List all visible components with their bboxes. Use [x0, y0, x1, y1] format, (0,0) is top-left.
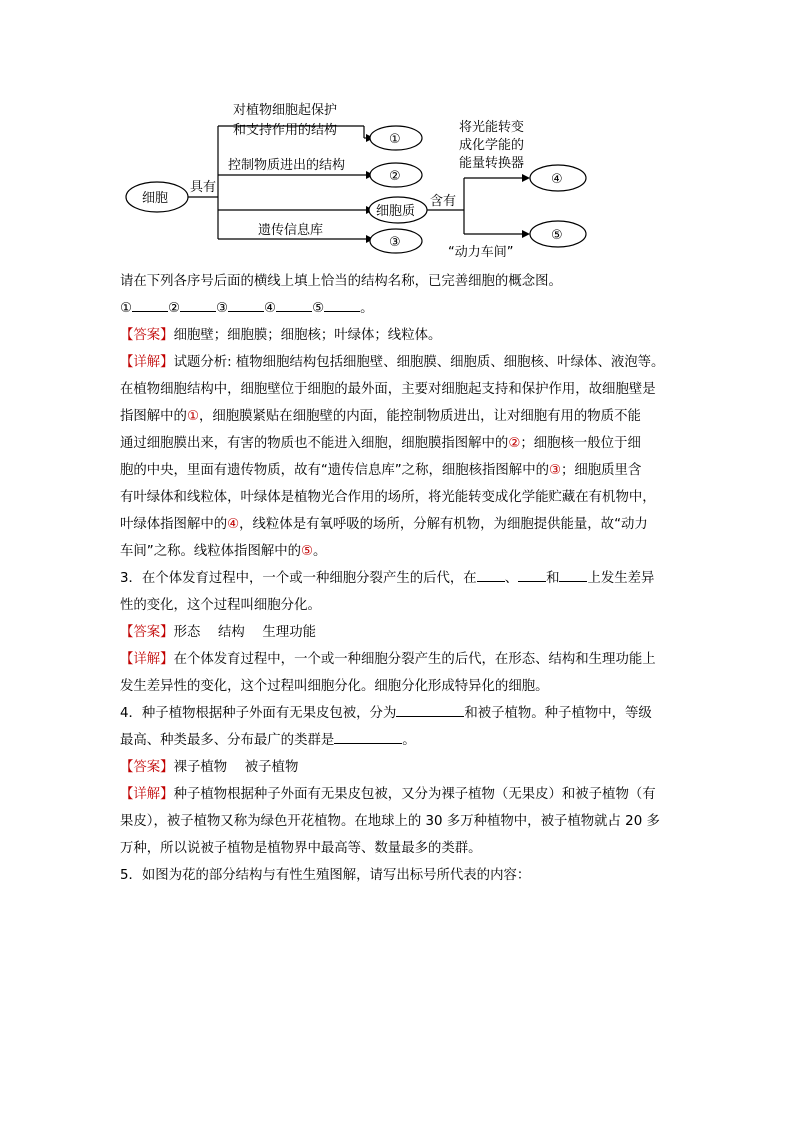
- detail-text: ；细胞核一般位于细: [520, 436, 641, 451]
- q4-blank-1[interactable]: [396, 702, 464, 717]
- q3-answer: [120, 619, 680, 646]
- blank-2[interactable]: [180, 297, 216, 312]
- detail-text: 胞的中央，里面有遗传物质，故有“遗传信息库”之称，细胞核指图解中的: [120, 463, 549, 478]
- answer-tag: 【答案】: [120, 625, 174, 640]
- detail-tag: 【详解】: [120, 787, 174, 802]
- detail-text: 叶绿体指图解中的: [120, 517, 228, 532]
- nucleus-label: 遗传信息库: [258, 223, 324, 238]
- blank-5-label: ⑤: [312, 301, 325, 316]
- node-5-label: ⑤: [551, 228, 563, 243]
- q3-text: 、: [504, 571, 519, 586]
- answer-tag: 【答案】: [120, 760, 174, 775]
- ref-4: ④: [227, 517, 240, 532]
- q2-detail-8: [120, 538, 680, 565]
- q4-detail-3: 万种，所以说被子植物是植物界中最高等、数量最多的类群。: [120, 841, 482, 856]
- detail-text: 试题分析: 植物细胞结构包括细胞壁、细胞膜、细胞质、细胞核、叶绿体、液泡等。: [173, 355, 665, 370]
- wall-label-1: 对植物细胞起保护: [233, 103, 338, 118]
- document-body: [120, 268, 680, 889]
- q3-detail-1: [120, 646, 680, 673]
- q5-line-1: 5．如图为花的部分结构与有性生殖图解，请写出标号所代表的内容：: [120, 868, 531, 883]
- blank-3-label: ③: [216, 301, 229, 316]
- q2-detail-1: [120, 349, 680, 376]
- detail-text: 车间”之称。线粒体指图解中的: [120, 544, 302, 559]
- blank-1-label: ①: [120, 301, 133, 316]
- ref-2: ②: [508, 436, 521, 451]
- node-3-label: ③: [389, 235, 401, 250]
- answer-text: 细胞壁；细胞膜；细胞核；叶绿体；线粒体。: [173, 328, 442, 343]
- q3-text: 上发生差异: [587, 571, 655, 586]
- q4-detail-2: 果皮），被子植物又称为绿色开花植物。在地球上的 30 多万种植物中，被子植物就占 20 多: [120, 814, 660, 829]
- detail-text: ；细胞质里含: [561, 463, 642, 478]
- detail-text: 。: [313, 544, 327, 559]
- node-2-label: ②: [389, 169, 401, 184]
- node-4-label: ④: [551, 172, 563, 187]
- q3-blank-1[interactable]: [477, 567, 505, 582]
- blank-4[interactable]: [276, 297, 312, 312]
- blank-4-label: ④: [264, 301, 277, 316]
- chloro-label-3: 能量转换器: [459, 156, 525, 171]
- q4-text: 和被子植物。种子植物中，等级: [464, 706, 652, 721]
- q4-text: 4．种子植物根据种子外面有无果皮包被，分为: [120, 706, 397, 721]
- detail-text: 通过细胞膜出来，有害的物质也不能进入细胞，细胞膜指图解中的: [120, 436, 509, 451]
- cell-node-label: 细胞: [142, 191, 169, 206]
- answer-tag: 【答案】: [120, 328, 174, 343]
- chloro-label-2: 成化学能的: [459, 138, 525, 153]
- answer-text: 形态 结构 生理功能: [173, 625, 316, 640]
- blank-1[interactable]: [132, 297, 168, 312]
- detail-tag: 【详解】: [120, 652, 174, 667]
- wall-label-2: 和支持作用的结构: [233, 123, 338, 138]
- detail-text: ，线粒体是有氧呼吸的场所，分解有机物，为细胞提供能量，故“动力: [239, 517, 648, 532]
- q4-answer: [120, 754, 680, 781]
- answer-text: 裸子植物 被子植物: [173, 760, 299, 775]
- blank-3[interactable]: [228, 297, 264, 312]
- q2-prompt: 请在下列各序号后面的横线上填上恰当的结构名称，已完善细胞的概念图。: [120, 274, 562, 289]
- detail-text: 指图解中的: [120, 409, 187, 424]
- detail-text: 种子植物根据种子外面有无果皮包被，又分为裸子植物（无果皮）和被子植物（有: [173, 787, 656, 802]
- q3-text: 和: [546, 571, 560, 586]
- blank-5[interactable]: [324, 297, 360, 312]
- membrane-label: 控制物质进出的结构: [228, 158, 346, 173]
- q4-line-1: [120, 700, 680, 727]
- q4-text: 最高、种类最多、分布最广的类群是: [120, 733, 335, 748]
- blanks-end: 。: [360, 301, 374, 316]
- detail-text: 在个体发育过程中，一个或一种细胞分裂产生的后代，在形态、结构和生理功能上: [173, 652, 656, 667]
- q2-detail-6: 有叶绿体和线粒体，叶绿体是植物光合作用的场所，将光能转变成化学能贮藏在有机物中，: [120, 490, 656, 505]
- q3-line-2: 性的变化，这个过程叫细胞分化。: [120, 598, 321, 613]
- ref-3: ③: [548, 463, 561, 478]
- detail-text: ，细胞膜紧贴在细胞壁的内面，能控制物质进出，让对细胞有用的物质不能: [198, 409, 641, 424]
- ref-5: ⑤: [301, 544, 314, 559]
- q3-blank-3[interactable]: [559, 567, 587, 582]
- contains-label: 含有: [430, 194, 457, 209]
- q4-text: 。: [402, 733, 416, 748]
- q2-detail-5: [120, 457, 680, 484]
- q4-line-2: [120, 727, 680, 754]
- cell-concept-diagram: [120, 96, 590, 268]
- blank-2-label: ②: [168, 301, 181, 316]
- q3-blank-2[interactable]: [518, 567, 546, 582]
- q2-blanks: [120, 295, 680, 322]
- q3-text: 3．在个体发育过程中，一个或一种细胞分裂产生的后代，在: [120, 571, 477, 586]
- q2-detail-7: [120, 511, 680, 538]
- mito-label: “动力车间”: [448, 245, 514, 260]
- q4-blank-2[interactable]: [334, 729, 402, 744]
- q3-detail-2: 发生差异性的变化，这个过程叫细胞分化。细胞分化形成特异化的细胞。: [120, 679, 549, 694]
- q2-detail-4: [120, 430, 680, 457]
- q2-answer: [120, 322, 680, 349]
- cytoplasm-label: 细胞质: [376, 204, 416, 219]
- q2-detail-3: [120, 403, 680, 430]
- q2-detail-2: 在植物细胞结构中，细胞壁位于细胞的最外面，主要对细胞起支持和保护作用，故细胞壁是: [120, 382, 656, 397]
- node-1-label: ①: [389, 132, 401, 147]
- q4-detail-1: [120, 781, 680, 808]
- chloro-label-1: 将光能转变: [459, 120, 525, 135]
- detail-tag: 【详解】: [120, 355, 174, 370]
- q3-line-1: [120, 565, 680, 592]
- has-label: 具有: [190, 180, 217, 195]
- ref-1: ①: [186, 409, 199, 424]
